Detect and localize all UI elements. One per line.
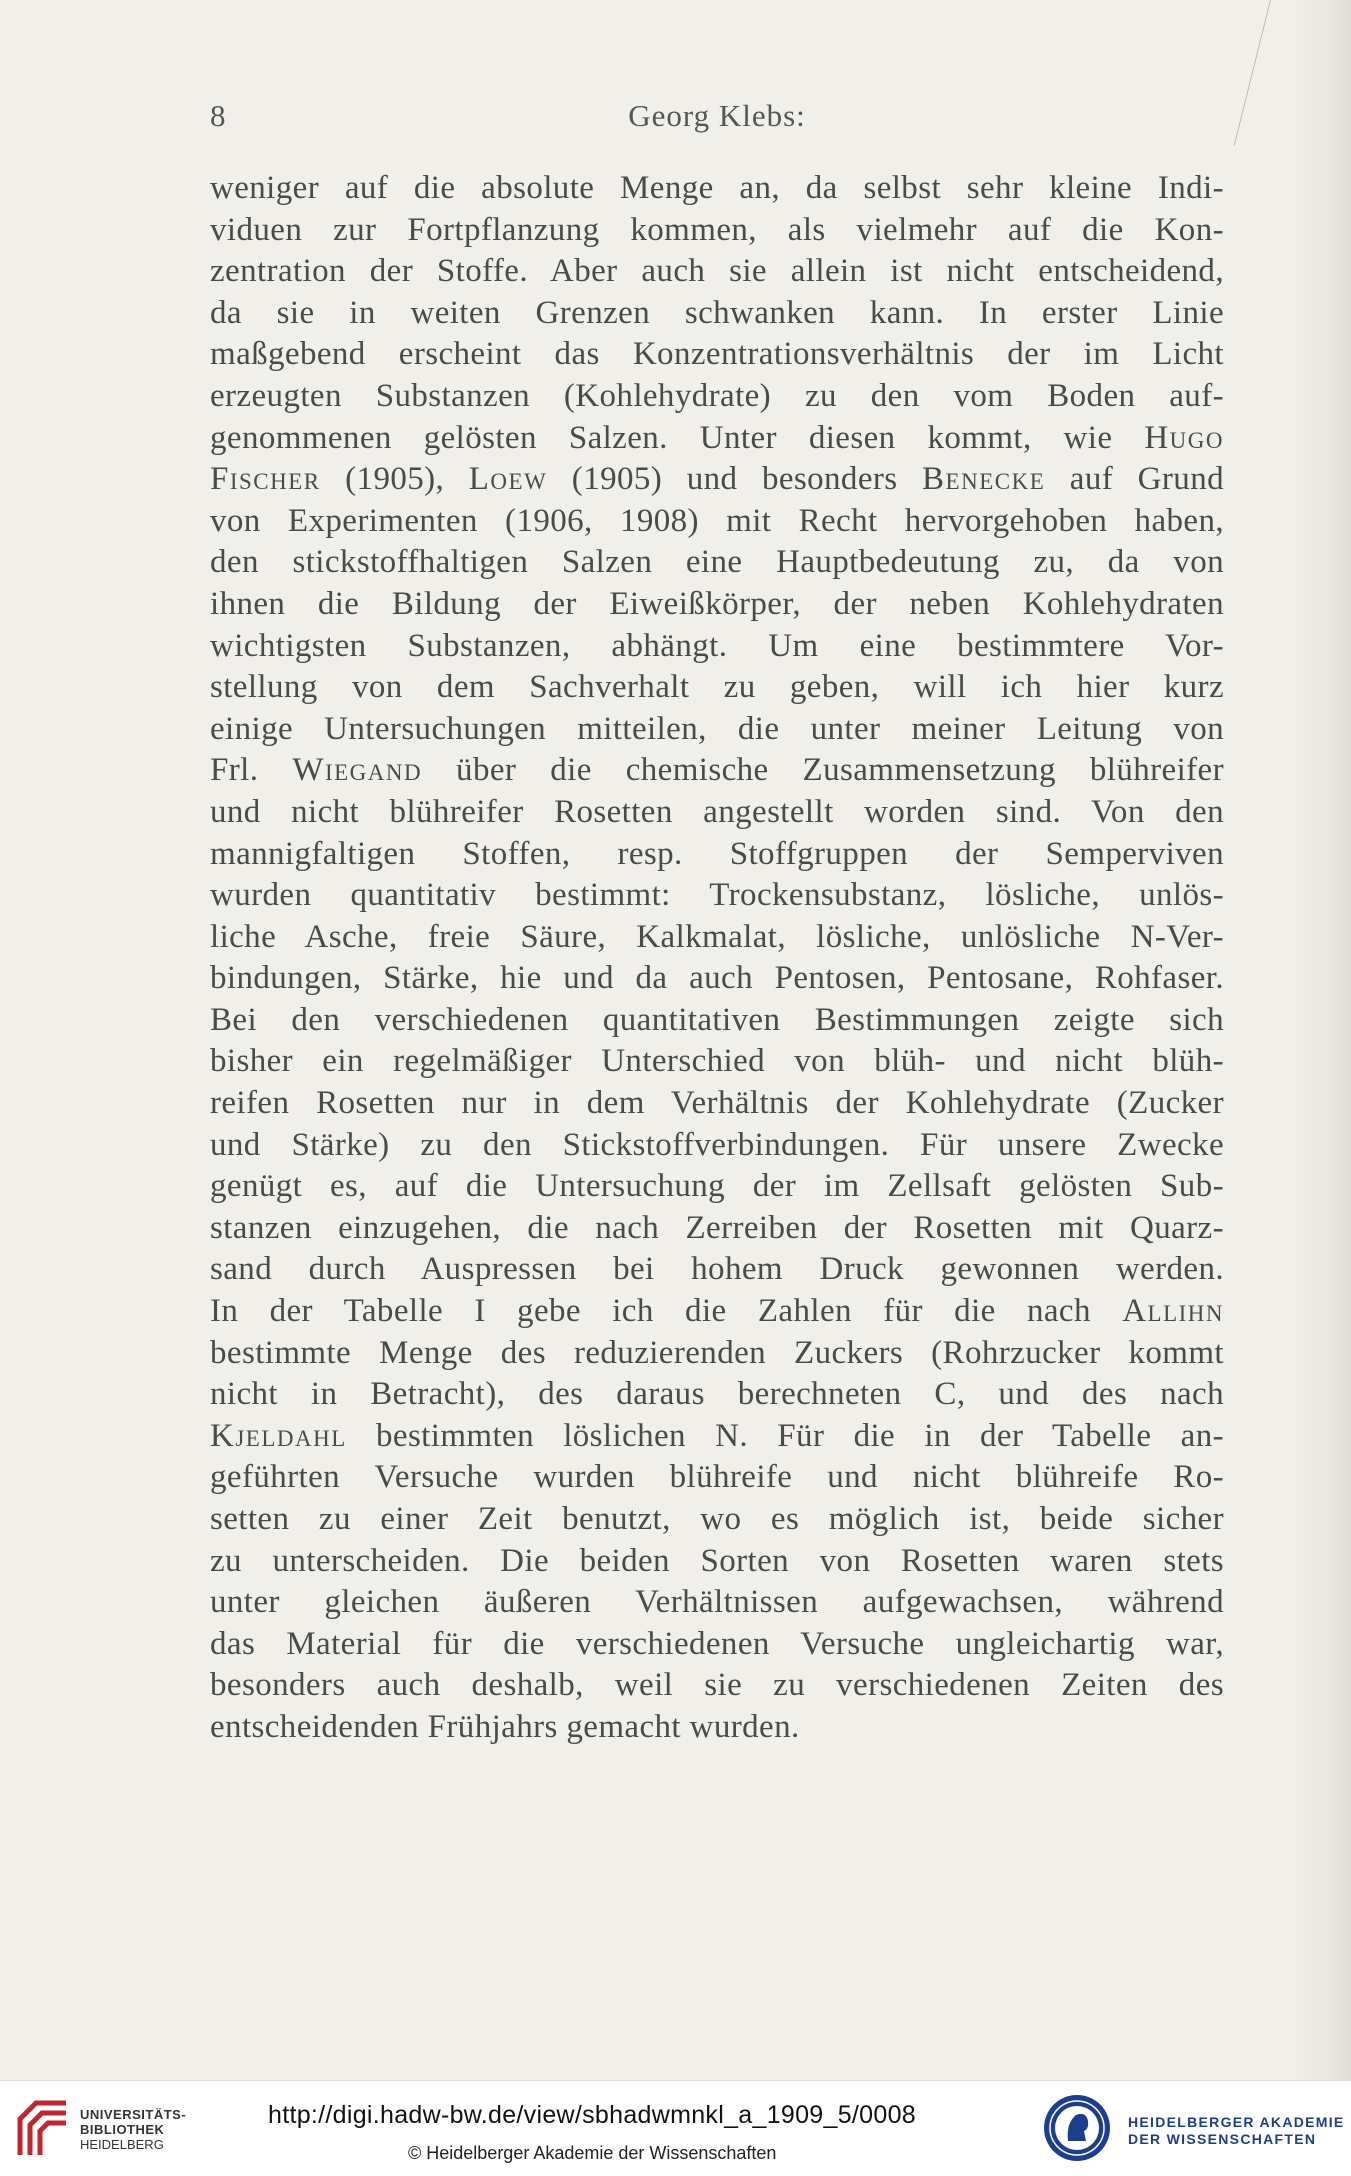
running-title: Georg Klebs: [628, 98, 806, 133]
permalink-url[interactable]: http://digi.hadw-bw.de/view/sbhadwmnkl_a_1909_5/0008 [268, 2101, 916, 2129]
text-line: besonders auch deshalb, weil sie zu verschiedenen Zeiten des [210, 1667, 1224, 1704]
ub-name-line3: HEIDELBERG [80, 2137, 164, 2152]
text-line: nicht in Betracht), des daraus berechneten C, und des nach [210, 1376, 1224, 1413]
viewer-footer [0, 2080, 1351, 2176]
text-line: maßgebend erscheint das Konzentrationsverhältnis der im Licht [210, 336, 1224, 373]
text-line: genommenen gelösten Salzen. Unter diesen kommt, wie Hugo [210, 419, 1224, 456]
text-line: bisher ein regelmäßiger Unterschied von blüh- und nicht blüh- [210, 1043, 1224, 1080]
text-line: zentration der Stoffe. Aber auch sie allein ist nicht entscheidend, [210, 253, 1224, 290]
text-line: genügt es, auf die Untersuchung der im Zellsaft gelösten Sub- [210, 1168, 1224, 1205]
text-line: entscheidenden Frühjahrs gemacht wurden. [210, 1708, 800, 1745]
text-line: da sie in weiten Grenzen schwanken kann. In erster Linie [210, 294, 1224, 331]
text-line: setten zu einer Zeit benutzt, wo es möglich ist, beide sicher [210, 1501, 1224, 1537]
text-line: wichtigsten Substanzen, abhängt. Um eine bestimmtere Vor- [210, 627, 1224, 664]
ub-name-line2: BIBLIOTHEK [80, 2122, 165, 2137]
text-line: und nicht blühreifer Rosetten angestellt worden sind. Von den [210, 793, 1224, 830]
text-line: sand durch Auspressen bei hohem Druck gewonnen werden. [210, 1251, 1224, 1288]
page-fold-line [1234, 0, 1271, 146]
text-line: stellung von dem Sachverhalt zu geben, will ich hier kurz [210, 669, 1224, 706]
text-line: weniger auf die absolute Menge an, da selbst sehr kleine Indi- [210, 170, 1224, 206]
text-line: einige Untersuchungen mitteilen, die unter meiner Leitung von [210, 710, 1224, 747]
page-header [210, 98, 1224, 138]
academy-seal-icon [1042, 2093, 1112, 2163]
text-line: unter gleichen äußeren Verhältnissen aufgewachsen, während [210, 1584, 1224, 1621]
copyright-notice: © Heidelberger Akademie der Wissenschaften [408, 2143, 777, 2163]
text-line: Frl. Wiegand über die chemische Zusammensetzung blühreifer [210, 752, 1224, 789]
page-number: 8 [210, 98, 227, 133]
text-line: mannigfaltigen Stoffen, resp. Stoffgruppen der Semperviven [210, 835, 1224, 872]
text-line: ihnen die Bildung der Eiweißkörper, der neben Kohlehydraten [210, 585, 1224, 622]
university-library-logo-icon [14, 2097, 72, 2161]
text-line: Kjeldahl bestimmten löslichen N. Für die in der Tabelle an- [210, 1417, 1224, 1454]
ub-name-line1: UNIVERSITÄTS- [80, 2107, 187, 2122]
text-line: Bei den verschiedenen quantitativen Bestimmungen zeigte sich [210, 1001, 1224, 1038]
text-line: den stickstoffhaltigen Salzen eine Hauptbedeutung zu, da von [210, 544, 1224, 581]
text-line: bestimmte Menge des reduzierenden Zuckers (Rohrzucker kommt [210, 1334, 1224, 1371]
text-line: das Material für die verschiedenen Versuche ungleichartig war, [210, 1625, 1224, 1662]
text-line: zu unterscheiden. Die beiden Sorten von Rosetten waren stets [210, 1542, 1224, 1579]
body-text [210, 168, 1224, 1749]
text-line: liche Asche, freie Säure, Kalkmalat, lösliche, unlösliche N-Ver- [210, 918, 1224, 955]
text-line: reifen Rosetten nur in dem Verhältnis der Kohlehydrate (Zucker [210, 1085, 1224, 1122]
academy-name-line2: DER WISSENSCHAFTEN [1128, 2131, 1317, 2147]
text-line: wurden quantitativ bestimmt: Trockensubstanz, lösliche, unlös- [210, 877, 1224, 914]
text-line: bindungen, Stärke, hie und da auch Pentosen, Pentosane, Rohfaser. [210, 960, 1224, 997]
page-edge-shadow [1291, 0, 1351, 2080]
text-line: und Stärke) zu den Stickstoffverbindungen. Für unsere Zwecke [210, 1126, 1224, 1163]
text-line: erzeugten Substanzen (Kohlehydrate) zu den vom Boden auf- [210, 377, 1224, 414]
text-line: Fischer (1905), Loew (1905) und besonders Benecke auf Grund [210, 461, 1224, 498]
text-line: In der Tabelle I gebe ich die Zahlen für die nach Allihn [210, 1293, 1224, 1330]
text-line: stanzen einzugehen, die nach Zerreiben der Rosetten mit Quarz- [210, 1209, 1224, 1246]
academy-name [1128, 2114, 1345, 2148]
text-line: geführten Versuche wurden blühreife und nicht blühreife Ro- [210, 1459, 1224, 1496]
academy-name-line1: HEIDELBERGER AKADEMIE [1128, 2114, 1345, 2130]
university-library-name [80, 2107, 186, 2152]
text-line: viduen zur Fortpflanzung kommen, als vielmehr auf die Kon- [210, 211, 1224, 248]
text-line: von Experimenten (1906, 1908) mit Recht hervorgehoben haben, [210, 502, 1224, 539]
